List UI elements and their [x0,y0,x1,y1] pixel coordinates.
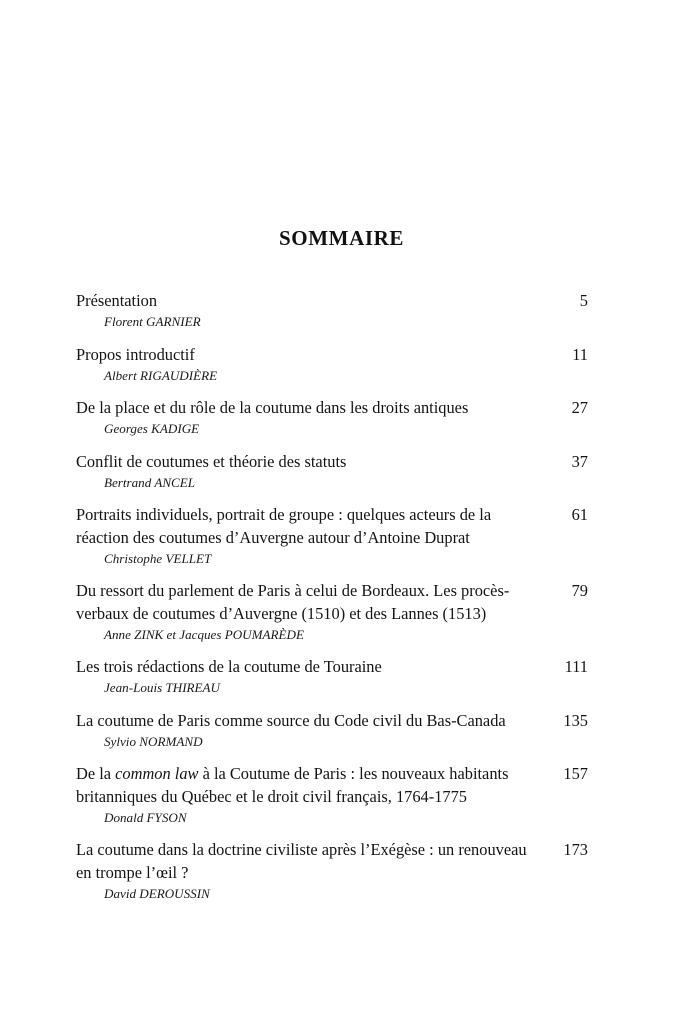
toc-entry-title: Propos introductif [76,344,195,364]
toc-entry-head [76,504,588,549]
toc-entry-title: De la common law à la Coutume de Paris : les nouveaux habitants britanniques du Québec et le droit civil français, 1764-1775 [76,764,509,806]
toc-entry-title: La coutume dans la doctrine civiliste après l’Exégèse : un renouveau en trompe l’œil ? [76,840,527,882]
toc-entry [76,290,588,331]
toc-entry-author: David DEROUSSIN [104,885,210,901]
toc-entry-page-number: 135 [563,710,588,730]
toc-entry-author: Albert RIGAUDIÈRE [104,367,218,383]
toc-entry-page-number: 37 [571,451,588,471]
toc-entry-title: De la place et du rôle de la coutume dans les droits antiques [76,398,469,417]
toc-entry-title: Présentation [76,291,158,310]
toc-entry-head [76,397,588,420]
toc-entry-author: Anne ZINK et Jacques POUMARÈDE [104,626,304,642]
toc-entry [76,504,588,568]
toc-entry-head [76,451,588,474]
toc-entry-page-number: 111 [564,657,588,676]
toc-entry [76,344,588,385]
toc-entry [76,451,588,492]
toc-entry-page-number: 27 [571,398,588,417]
toc-entry-head [76,763,588,808]
toc-entry [76,580,588,644]
toc-entry-title: Portraits individuels, portrait de groupe : quelques acteurs de la réaction des coutumes d’Auvergne autour d’Antoine Duprat [76,505,492,547]
toc-entry-head [76,710,588,733]
toc-entry-head [76,580,588,625]
toc-entry-title: La coutume de Paris comme source du Code civil du Bas-Canada [76,710,506,730]
table-of-contents [76,290,588,915]
toc-entry-page-number: 11 [572,344,588,364]
toc-entry-head [76,290,588,313]
toc-entry-author: Christophe VELLET [104,550,212,566]
toc-entry-page-number: 157 [563,764,588,783]
page-title: SOMMAIRE [279,226,404,250]
toc-entry-title: Conflit de coutumes et théorie des statuts [76,451,347,471]
toc-entry-author: Donald FYSON [104,809,187,825]
toc-entry-page-number: 5 [579,291,588,310]
toc-entry-title: Les trois rédactions de la coutume de Touraine [76,657,382,676]
toc-entry-title: Du ressort du parlement de Paris à celui de Bordeaux. Les procès-verbaux de coutumes d’Auvergne (1510) et des Lannes (1513) [76,581,510,623]
toc-entry-author: Bertrand ANCEL [104,474,196,490]
toc-entry-page-number: 173 [563,840,588,859]
toc-entry-page-number: 79 [571,581,588,600]
toc-entry-head [76,344,588,367]
toc-entry-author: Florent GARNIER [104,314,201,329]
toc-entry [76,397,588,438]
toc-entry-page-number: 61 [571,505,588,524]
toc-entry-author: Georges KADIGE [104,421,200,436]
toc-entry-head [76,656,588,679]
toc-entry [76,763,588,827]
toc-entry-head [76,839,588,884]
toc-entry-author: Sylvio NORMAND [104,733,203,749]
toc-entry [76,839,588,903]
toc-entry-author: Jean-Louis THIREAU [104,680,221,695]
toc-entry [76,710,588,751]
toc-entry [76,656,588,697]
